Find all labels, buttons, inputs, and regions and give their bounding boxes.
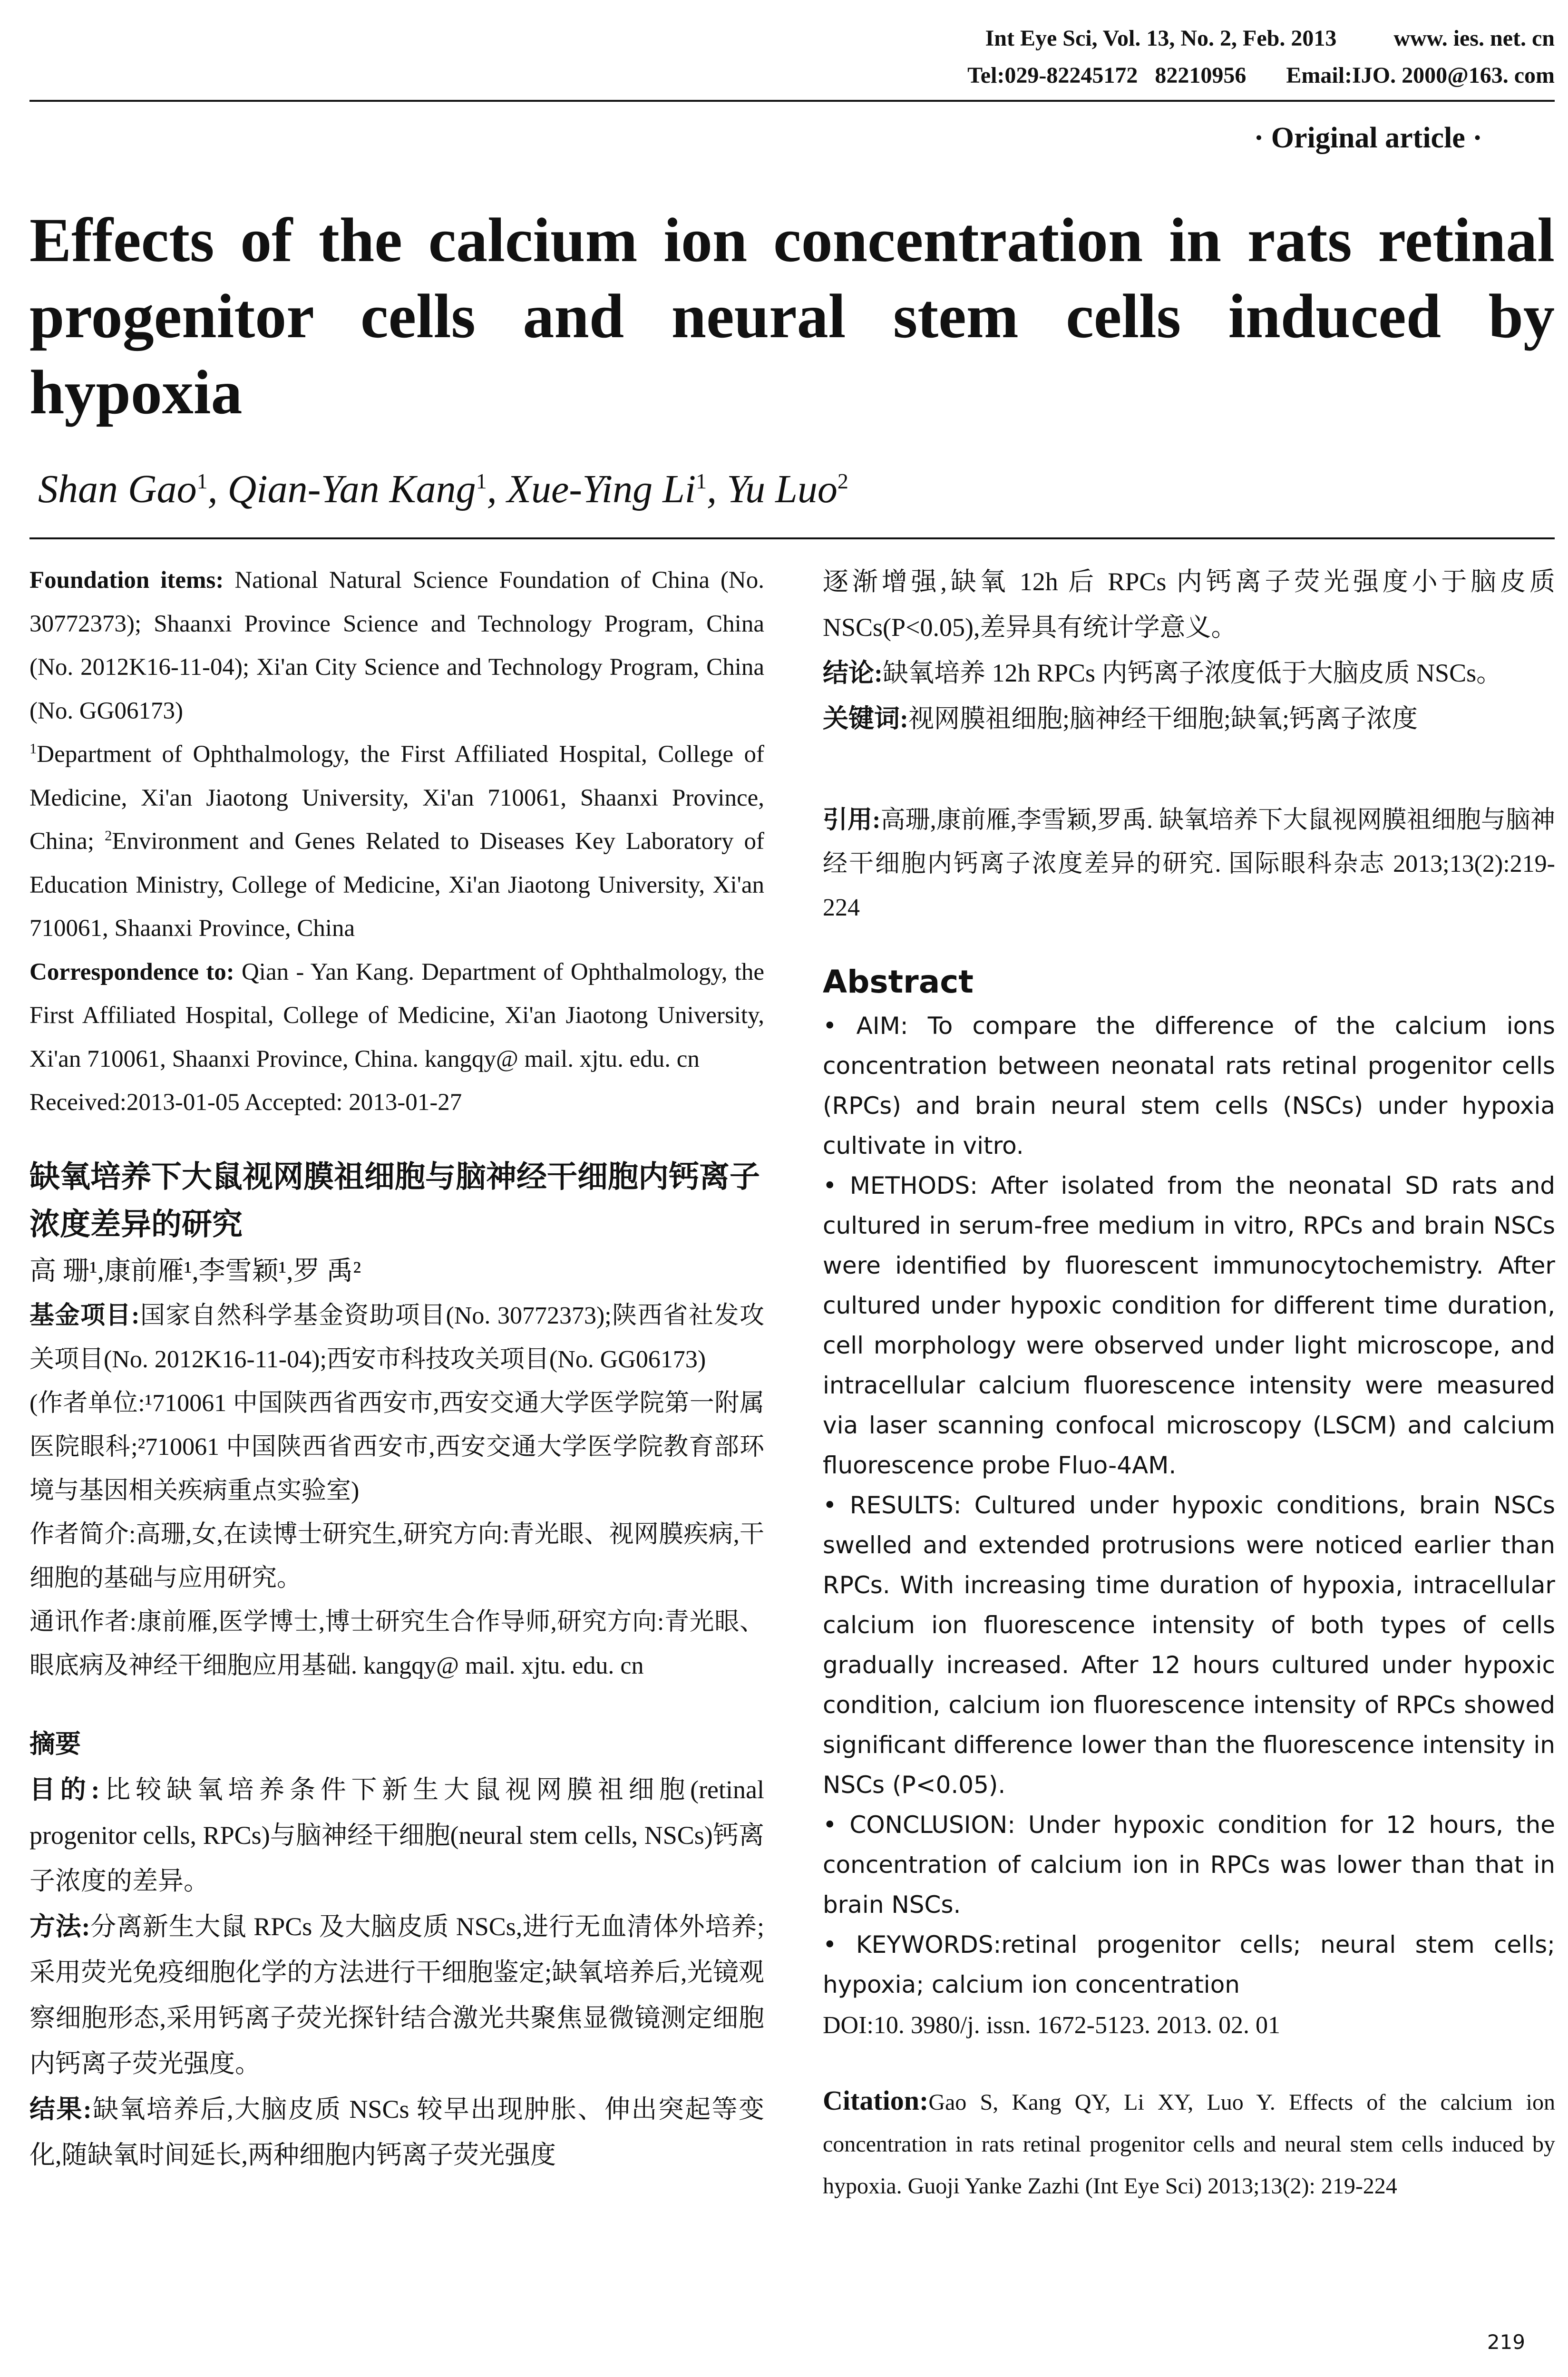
author-aff: 1 bbox=[476, 469, 487, 493]
abstract-methods bbox=[823, 1166, 1555, 1485]
cn-concl-text: 缺氧培养 12h RPCs 内钙离子浓度低于大脑皮质 NSCs。 bbox=[882, 659, 1502, 687]
cn-method-text: 分离新生大鼠 RPCs 及大脑皮质 NSCs,进行无血清体外培养;采用荧光免疫细胞化学的方法进行干细胞鉴定;缺氧培养后,光镜观察细胞形态,采用钙离子荧光探针结合激光共聚焦显微镜测定细胞内钙离子荧光强度。 bbox=[29, 1912, 764, 2078]
author-name: Qian-Yan Kang bbox=[227, 467, 476, 511]
chinese-funding bbox=[29, 1294, 764, 1382]
aff-mark: 2 bbox=[105, 828, 112, 844]
chinese-units: (作者单位:¹710061 中国陕西省西安市,西安交通大学医学院第一附属医院眼科;²710061 中国陕西省西安市,西安交通大学医学院教育部环境与基因相关疾病重点实验室) bbox=[29, 1389, 764, 1504]
cn-method-label: 方法: bbox=[29, 1912, 90, 1941]
affiliations bbox=[29, 733, 764, 951]
keywords-text: retinal progenitor cells; neural stem cells; hypoxia; calcium ion concentration bbox=[823, 1931, 1555, 1998]
results-label: • RESULTS: bbox=[823, 1491, 962, 1519]
chinese-method bbox=[29, 1904, 764, 2086]
cn-aim-text: 比较缺氧培养条件下新生大鼠视网膜祖细胞(retinal progenitor cells, RPCs)与脑神经干细胞(neural stem cells, NSCs)钙离子浓度的差异。 bbox=[29, 1775, 764, 1895]
foundation-text: National Natural Science Foundation of China (No. 30772373); Shaanxi Province Science and Technology Program, China (No. 2012K16-11-04); Xi'an City Science and Technology Program, China (No. GG06173) bbox=[29, 567, 764, 724]
doi: DOI:10. 3980/j. issn. 1672-5123. 2013. 02. 01 bbox=[823, 2012, 1280, 2039]
correspondence-label: Correspondence to: bbox=[29, 958, 234, 985]
cn-kw-label: 关键词: bbox=[823, 704, 908, 733]
correspondence-text: Qian - Yan Kang. Department of Ophthalmology, the First Affiliated Hospital, College of Medicine, Xi'an Jiaotong University, Xi'an 710061, Shaanxi Province, China. kangqy@ mail. xjtu. edu. cn bbox=[29, 958, 764, 1072]
keywords-label: • KEYWORDS: bbox=[823, 1931, 1002, 1958]
citation bbox=[823, 2080, 1555, 2207]
citation-text: Gao S, Kang QY, Li XY, Luo Y. Effects of the calcium ion concentration in rats retinal progenitor cells and neural stem cells induced by hypoxia. Guoji Yanke Zazhi (Int Eye Sci) 2013;13(2): 219-224 bbox=[823, 2090, 1555, 2199]
journal-header-line1 bbox=[985, 23, 1555, 54]
right-column bbox=[823, 559, 1555, 2207]
accepted-date: Accepted: 2013-01-27 bbox=[244, 1089, 462, 1116]
cn-aim-label: 目的: bbox=[29, 1775, 100, 1804]
left-column bbox=[29, 559, 764, 2178]
chinese-conclusion bbox=[823, 650, 1555, 696]
journal-header-line2 bbox=[967, 60, 1555, 91]
journal-info: Int Eye Sci, Vol. 13, No. 2, Feb. 2013 bbox=[985, 26, 1337, 51]
abstract-aim bbox=[823, 1006, 1555, 1166]
journal-email: Email:IJO. 2000@163. com bbox=[1286, 63, 1555, 88]
journal-tel: Tel:029-82245172 82210956 bbox=[967, 63, 1247, 88]
author-aff: 1 bbox=[196, 469, 208, 493]
chinese-result-continued: 逐渐增强,缺氧 12h 后 RPCs 内钙离子荧光强度小于脑皮质 NSCs(P<0.05),差异具有统计学意义。 bbox=[823, 567, 1555, 642]
article-title: Effects of the calcium ion concentration in rats retinal progenitor cells and neural stem cells induced by hypoxia bbox=[29, 205, 1555, 427]
cn-cite-label: 引用: bbox=[823, 807, 881, 834]
chinese-result bbox=[29, 2086, 764, 2178]
results-text: Cultured under hypoxic conditions, brain NSCs swelled and extended protrusions were noticed earlier than RPCs. With increasing time duration of hypoxia, intracellular calcium ion fluorescence intensity of both types of cells gradually increased. After 12 hours cultured under hypoxic condition, calcium ion fluorescence intensity of RPCs showed significant difference lower than the fluorescence intensity in NSCs (P<0.05). bbox=[823, 1491, 1555, 1799]
citation-label: Citation: bbox=[823, 2085, 929, 2116]
cn-concl-label: 结论: bbox=[823, 659, 883, 687]
chinese-authors: 高 珊¹,康前雁¹,李雪颖¹,罗 禹² bbox=[29, 1256, 361, 1286]
author-name: Xue-Ying Li bbox=[506, 467, 696, 511]
cn-kw-text: 视网膜祖细胞;脑神经干细胞;缺氧;钙离子浓度 bbox=[908, 704, 1418, 733]
cn-fund-label: 基金项目: bbox=[29, 1302, 140, 1329]
chinese-keywords bbox=[823, 696, 1555, 741]
chinese-title: 缺氧培养下大鼠视网膜祖细胞与脑神经干细胞内钙离子浓度差异的研究 bbox=[29, 1159, 760, 1242]
header-rule bbox=[29, 100, 1555, 102]
foundation-items bbox=[29, 559, 764, 733]
abstract-conclusion bbox=[823, 1805, 1555, 1925]
chinese-correspondence: 通讯作者:康前雁,医学博士,博士研究生合作导师,研究方向:青光眼、眼底病及神经干细胞应用基础. kangqy@ mail. xjtu. edu. cn bbox=[29, 1608, 764, 1679]
chinese-aim bbox=[29, 1767, 764, 1904]
received-date: Received:2013-01-05 bbox=[29, 1089, 240, 1116]
article-type: · Original article · bbox=[1254, 122, 1482, 154]
cn-fund-text: 国家自然科学基金资助项目(No. 30772373);陕西省社发攻关项目(No. 2012K16-11-04);西安市科技攻关项目(No. GG06173) bbox=[29, 1302, 764, 1373]
abstract-results bbox=[823, 1485, 1555, 1805]
author-name: Shan Gao bbox=[38, 467, 197, 511]
conclusion-text: Under hypoxic condition for 12 hours, the concentration of calcium ion in RPCs was lower than that in brain NSCs. bbox=[823, 1811, 1555, 1919]
abstract-heading: Abstract bbox=[823, 964, 974, 1000]
correspondence bbox=[29, 951, 764, 1081]
journal-website: www. ies. net. cn bbox=[1393, 26, 1555, 51]
chinese-bio: 作者简介:高珊,女,在读博士研究生,研究方向:青光眼、视网膜疾病,干细胞的基础与应用研究。 bbox=[29, 1520, 764, 1592]
chinese-abstract-heading: 摘要 bbox=[29, 1729, 81, 1758]
author-rule bbox=[29, 537, 1555, 539]
methods-label: • METHODS: bbox=[823, 1172, 978, 1199]
aim-label: • AIM: bbox=[823, 1012, 908, 1040]
author-list: Shan Gao$^1$, Qian-Yan Kang$^1$, Xue-Ying Li$^1$, Yu Luo$^2$ bbox=[38, 467, 848, 511]
methods-text: After isolated from the neonatal SD rats and cultured in serum-free medium in vitro, RPCs and brain NSCs were identified by fluorescent immunocytochemistry. After cultured under hypoxic condition for different time duration, cell morphology were observed under light microscope, and intracellular calcium fluorescence intensity were measured via laser scanning confocal microscopy (LSCM) and calcium fluorescence probe Fluo-4AM. bbox=[823, 1172, 1555, 1479]
affiliation-2: Environment and Genes Related to Diseases Key Laboratory of Education Ministry, College of Medicine, Xi'an Jiaotong University, Xi'an 710061, Shaanxi Province, China bbox=[29, 828, 765, 942]
cn-result-label: 结果: bbox=[29, 2094, 92, 2124]
dates bbox=[29, 1081, 764, 1125]
author-aff: 2 bbox=[837, 469, 848, 493]
page-number: 219 bbox=[1487, 2330, 1525, 2354]
chinese-citation bbox=[823, 799, 1555, 930]
conclusion-label: • CONCLUSION: bbox=[823, 1811, 1016, 1839]
affiliation-1: Department of Ophthalmology, the First Affiliated Hospital, College of Medicine, Xi'an Jiaotong University, Xi'an 710061, Shaanxi Province, China; bbox=[29, 741, 764, 855]
aim-text: To compare the difference of the calcium ions concentration between neonatal rats retinal progenitor cells (RPCs) and brain neural stem cells (NSCs) under hypoxia cultivate in vitro. bbox=[823, 1012, 1555, 1159]
abstract-keywords bbox=[823, 1925, 1555, 2005]
cn-cite-text: 高珊,康前雁,李雪颖,罗禹. 缺氧培养下大鼠视网膜祖细胞与脑神经干细胞内钙离子浓度差异的研究. 国际眼科杂志 2013;13(2):219-224 bbox=[823, 807, 1555, 921]
author-name: Yu Luo bbox=[727, 467, 838, 511]
aff-mark: 1 bbox=[29, 740, 37, 757]
foundation-label: Foundation items: bbox=[29, 567, 224, 594]
author-aff: 1 bbox=[696, 469, 707, 493]
cn-result-text: 缺氧培养后,大脑皮质 NSCs 较早出现肿胀、伸出突起等变化,随缺氧时间延长,两种细胞内钙离子荧光强度 bbox=[29, 2094, 765, 2169]
